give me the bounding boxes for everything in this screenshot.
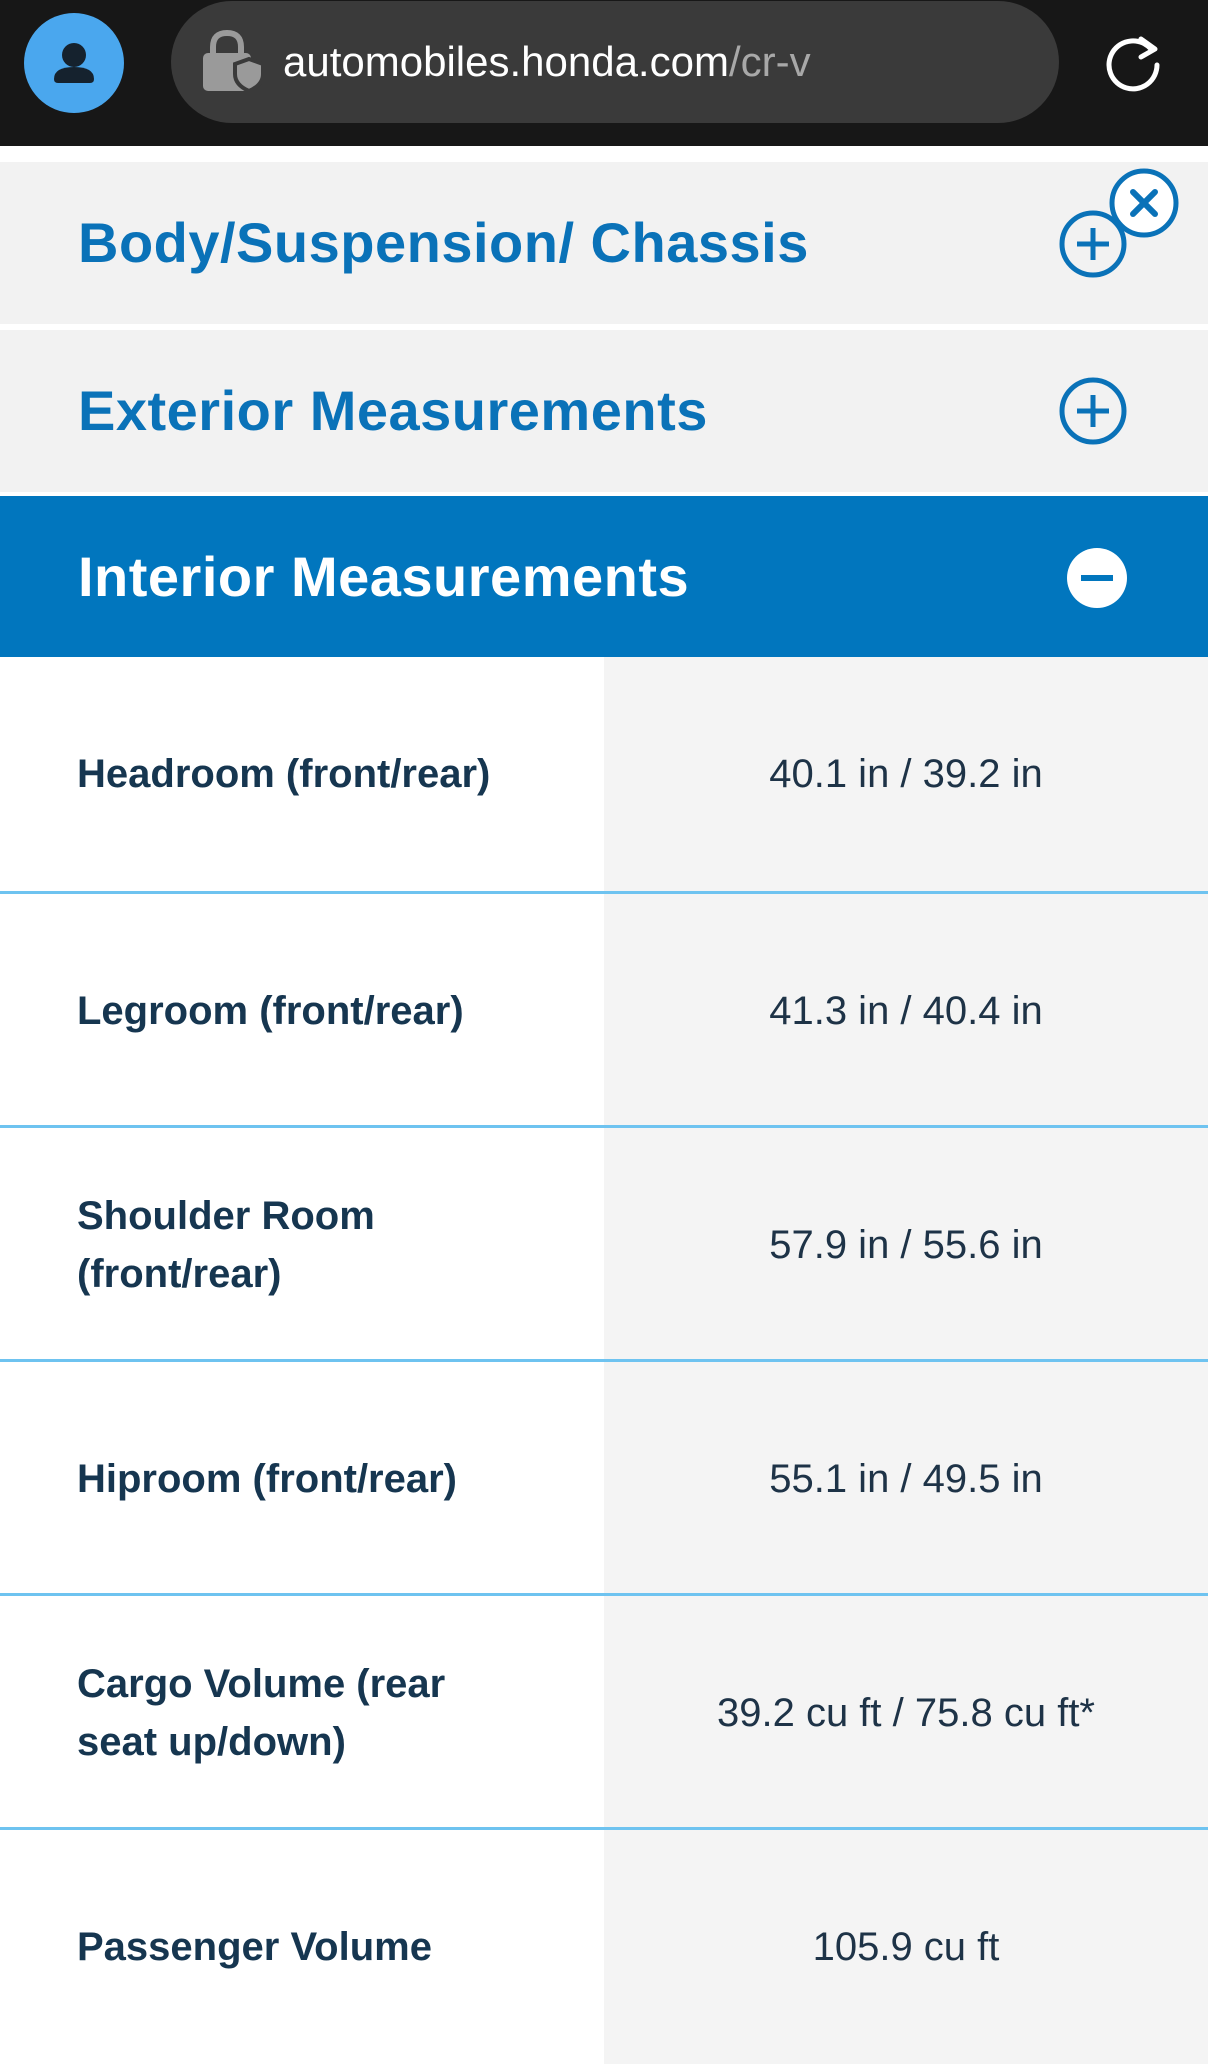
spec-label: Passenger Volume [77, 1925, 432, 1969]
accordion-title: Body/Suspension/ Chassis [78, 211, 809, 274]
accordion-title: Interior Measurements [78, 545, 690, 608]
minus-circle-icon[interactable] [1066, 547, 1128, 609]
spec-label-cell [0, 657, 604, 891]
spec-label: Headroom (front/rear) [77, 752, 491, 796]
spec-label-cell [0, 1830, 604, 2064]
spec-label-cell [0, 1596, 604, 1830]
accordion-exterior-measurements[interactable] [0, 330, 1208, 492]
reload-icon[interactable] [1101, 31, 1165, 95]
accordion-interior-measurements[interactable] [0, 496, 1208, 657]
spec-label: Hiproom (front/rear) [77, 1457, 457, 1501]
spec-value-cell [604, 657, 1208, 891]
spec-value: 39.2 cu ft / 75.8 cu ft* [716, 1690, 1095, 1735]
table-row [0, 894, 1208, 1128]
browser-toolbar [0, 0, 1208, 146]
table-row [0, 1830, 1208, 2064]
plus-circle-icon[interactable] [1058, 376, 1128, 446]
spec-value-cell [604, 1596, 1208, 1830]
spec-value-cell [604, 1362, 1208, 1596]
table-row [0, 1596, 1208, 1830]
spec-value-cell [604, 894, 1208, 1128]
url-host: automobiles.honda.com [283, 38, 729, 85]
spec-label: Legroom (front/rear) [77, 989, 464, 1033]
spec-value-cell [604, 1830, 1208, 2064]
accordion-body-suspension-chassis[interactable] [0, 162, 1208, 324]
spec-label-cell [0, 1128, 604, 1362]
address-bar[interactable] [171, 1, 1059, 123]
url-text[interactable] [283, 1, 811, 123]
spec-value: 40.1 in / 39.2 in [769, 751, 1043, 796]
spec-label: Shoulder Room (front/rear) [77, 1194, 375, 1296]
spec-value-cell [604, 1128, 1208, 1362]
spec-label: Cargo Volume (rear seat up/down) [77, 1662, 446, 1764]
lock-icon[interactable] [199, 29, 267, 95]
table-row [0, 657, 1208, 891]
accordion-title: Exterior Measurements [78, 379, 708, 442]
url-path: /cr-v [728, 38, 811, 85]
table-row [0, 1362, 1208, 1596]
spec-label-cell [0, 894, 604, 1128]
spec-label-cell [0, 1362, 604, 1596]
close-icon[interactable] [1108, 167, 1180, 239]
table-row [0, 1128, 1208, 1362]
spec-value: 57.9 in / 55.6 in [769, 1222, 1043, 1267]
spec-value: 41.3 in / 40.4 in [769, 988, 1043, 1033]
spec-value: 105.9 cu ft [812, 1924, 1000, 1969]
account-icon[interactable] [24, 13, 124, 113]
spec-value: 55.1 in / 49.5 in [769, 1456, 1043, 1501]
